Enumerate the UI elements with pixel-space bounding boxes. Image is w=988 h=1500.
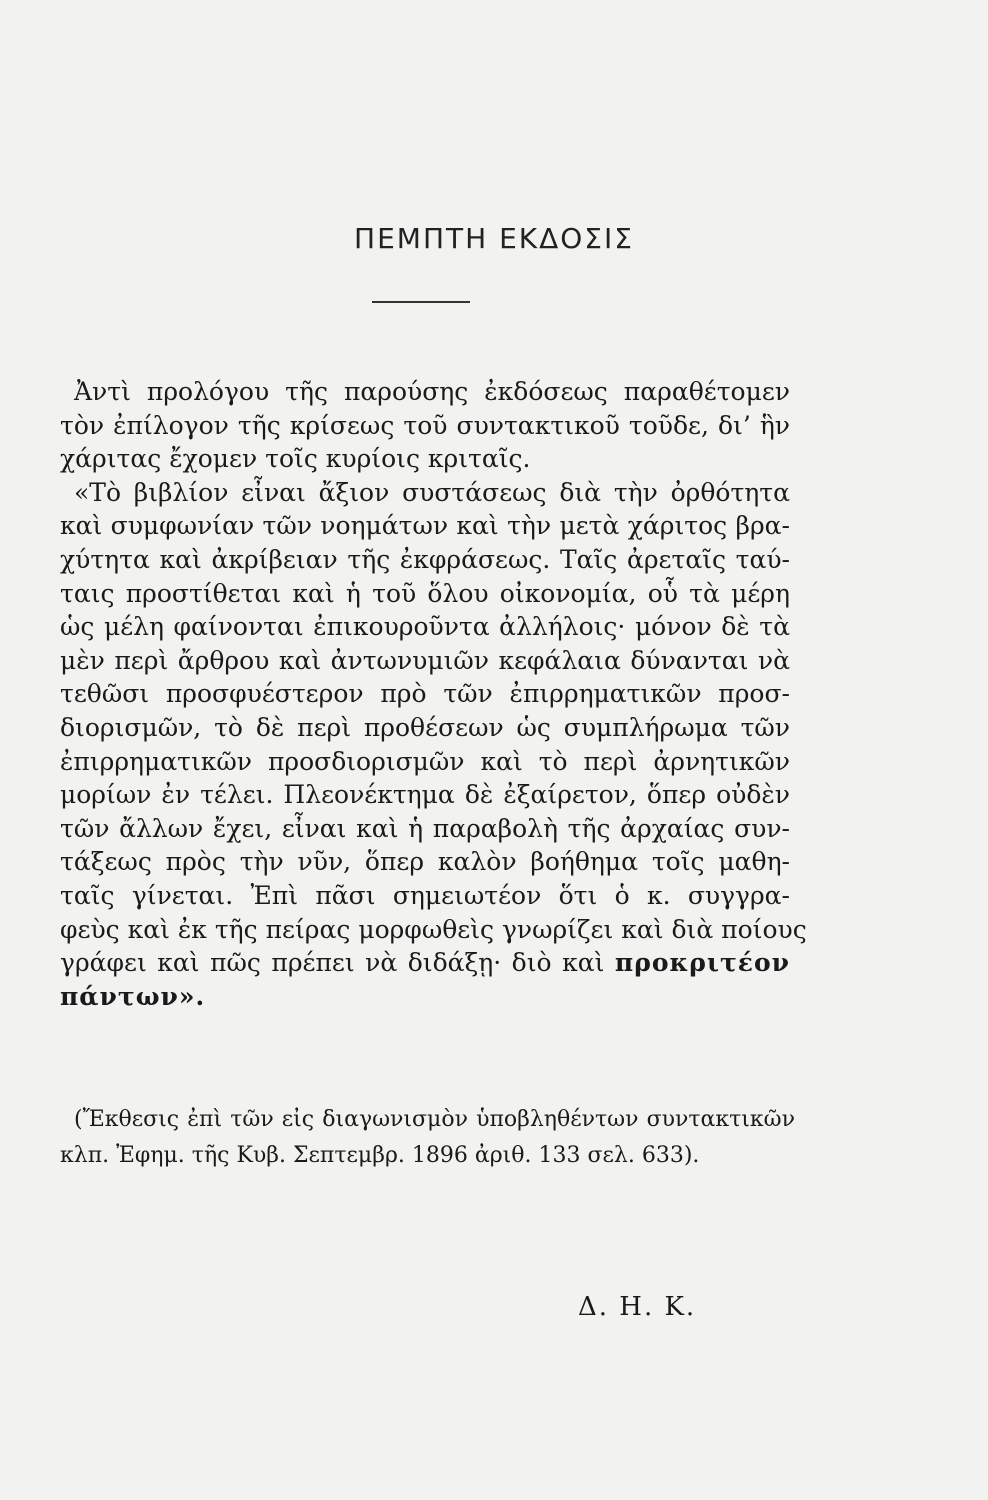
text-line: ταις προστίθεται καὶ ἡ τοῦ ὅλου οἰκονομία, οὗ τὰ μέρη bbox=[60, 578, 790, 608]
heading-rule bbox=[372, 301, 470, 303]
signature-initials: Δ. Η. Κ. bbox=[578, 1292, 697, 1322]
citation-line: κλπ. Ἐφημ. τῆς Κυβ. Σεπτεμβρ. 1896 ἀριθ. 133 σελ. 633). bbox=[60, 1143, 700, 1168]
text-line: τῶν ἄλλων ἔχει, εἶναι καὶ ἡ παραβολὴ τῆς ἀρχαίας συν- bbox=[60, 813, 790, 843]
text-line: καὶ συμφωνίαν τῶν νοημάτων καὶ τὴν μετὰ χάριτος βρα- bbox=[60, 511, 790, 541]
text-line: ἐπιρρηματικῶν προσδιορισμῶν καὶ τὸ περὶ ἀρνητικῶν bbox=[60, 746, 790, 776]
text-line: τάξεως πρὸς τὴν νῦν, ὅπερ καλὸν βοήθημα τοῖς μαθη- bbox=[60, 847, 790, 877]
text-line: μὲν περὶ ἄρθρου καὶ ἀντωνυμιῶν κεφάλαια δύνανται νὰ bbox=[60, 645, 790, 675]
text-line: «Τὸ βιβλίον εἶναι ἄξιον συστάσεως διὰ τὴν ὀρθότητα bbox=[74, 477, 790, 507]
text-line: διορισμῶν, τὸ δὲ περὶ προθέσεων ὡς συμπλήρωμα τῶν bbox=[60, 712, 790, 742]
text-segment: γράφει καὶ πῶς πρέπει νὰ διδάξῃ· διὸ καὶ bbox=[60, 948, 605, 978]
text-line-with-emphasis bbox=[60, 946, 790, 980]
preface-text bbox=[60, 375, 807, 1013]
emphasized-word: προκριτέον bbox=[614, 948, 790, 978]
text-line: τὸν ἐπίλογον τῆς κρίσεως τοῦ συντακτικοῦ τοῦδε, δι’ ἣν bbox=[60, 410, 790, 440]
text-line: ταῖς γίνεται. Ἐπὶ πᾶσι σημειωτέον ὅτι ὁ κ. συγγρα- bbox=[60, 880, 790, 910]
citation-line: (Ἔκθεσις ἐπὶ τῶν εἰς διαγωνισμὸν ὑποβληθέντων συντακτικῶν bbox=[74, 1107, 795, 1132]
text-line bbox=[60, 980, 790, 1014]
citation-block bbox=[60, 1102, 795, 1174]
text-line: Ἀντὶ προλόγου τῆς παρούσης ἐκδόσεως παραθέτομεν bbox=[74, 377, 790, 406]
text-line: χάριτας ἔχομεν τοῖς κυρίοις κριταῖς. bbox=[60, 444, 531, 474]
text-line: μορίων ἐν τέλει. Πλεονέκτημα δὲ ἐξαίρετον, ὅπερ οὐδὲν bbox=[60, 780, 790, 810]
page-heading: ΠΕΜΠΤΗ ΕΚΔΟΣΙΣ bbox=[354, 222, 634, 255]
text-line: ὡς μέλη φαίνονται ἐπικουροῦντα ἀλλήλοις· μόνον δὲ τὰ bbox=[60, 612, 790, 642]
emphasized-word: πάντων». bbox=[60, 981, 206, 1011]
text-line: χύτητα καὶ ἀκρίβειαν τῆς ἐκφράσεως. Ταῖς ἀρεταῖς ταύ- bbox=[60, 544, 790, 574]
text-line: φεὺς καὶ ἐκ τῆς πείρας μορφωθεὶς γνωρίζει καὶ διὰ ποίους bbox=[60, 914, 807, 944]
text-line: τεθῶσι προσφυέστερον πρὸ τῶν ἐπιρρηματικῶν προσ- bbox=[60, 679, 790, 709]
